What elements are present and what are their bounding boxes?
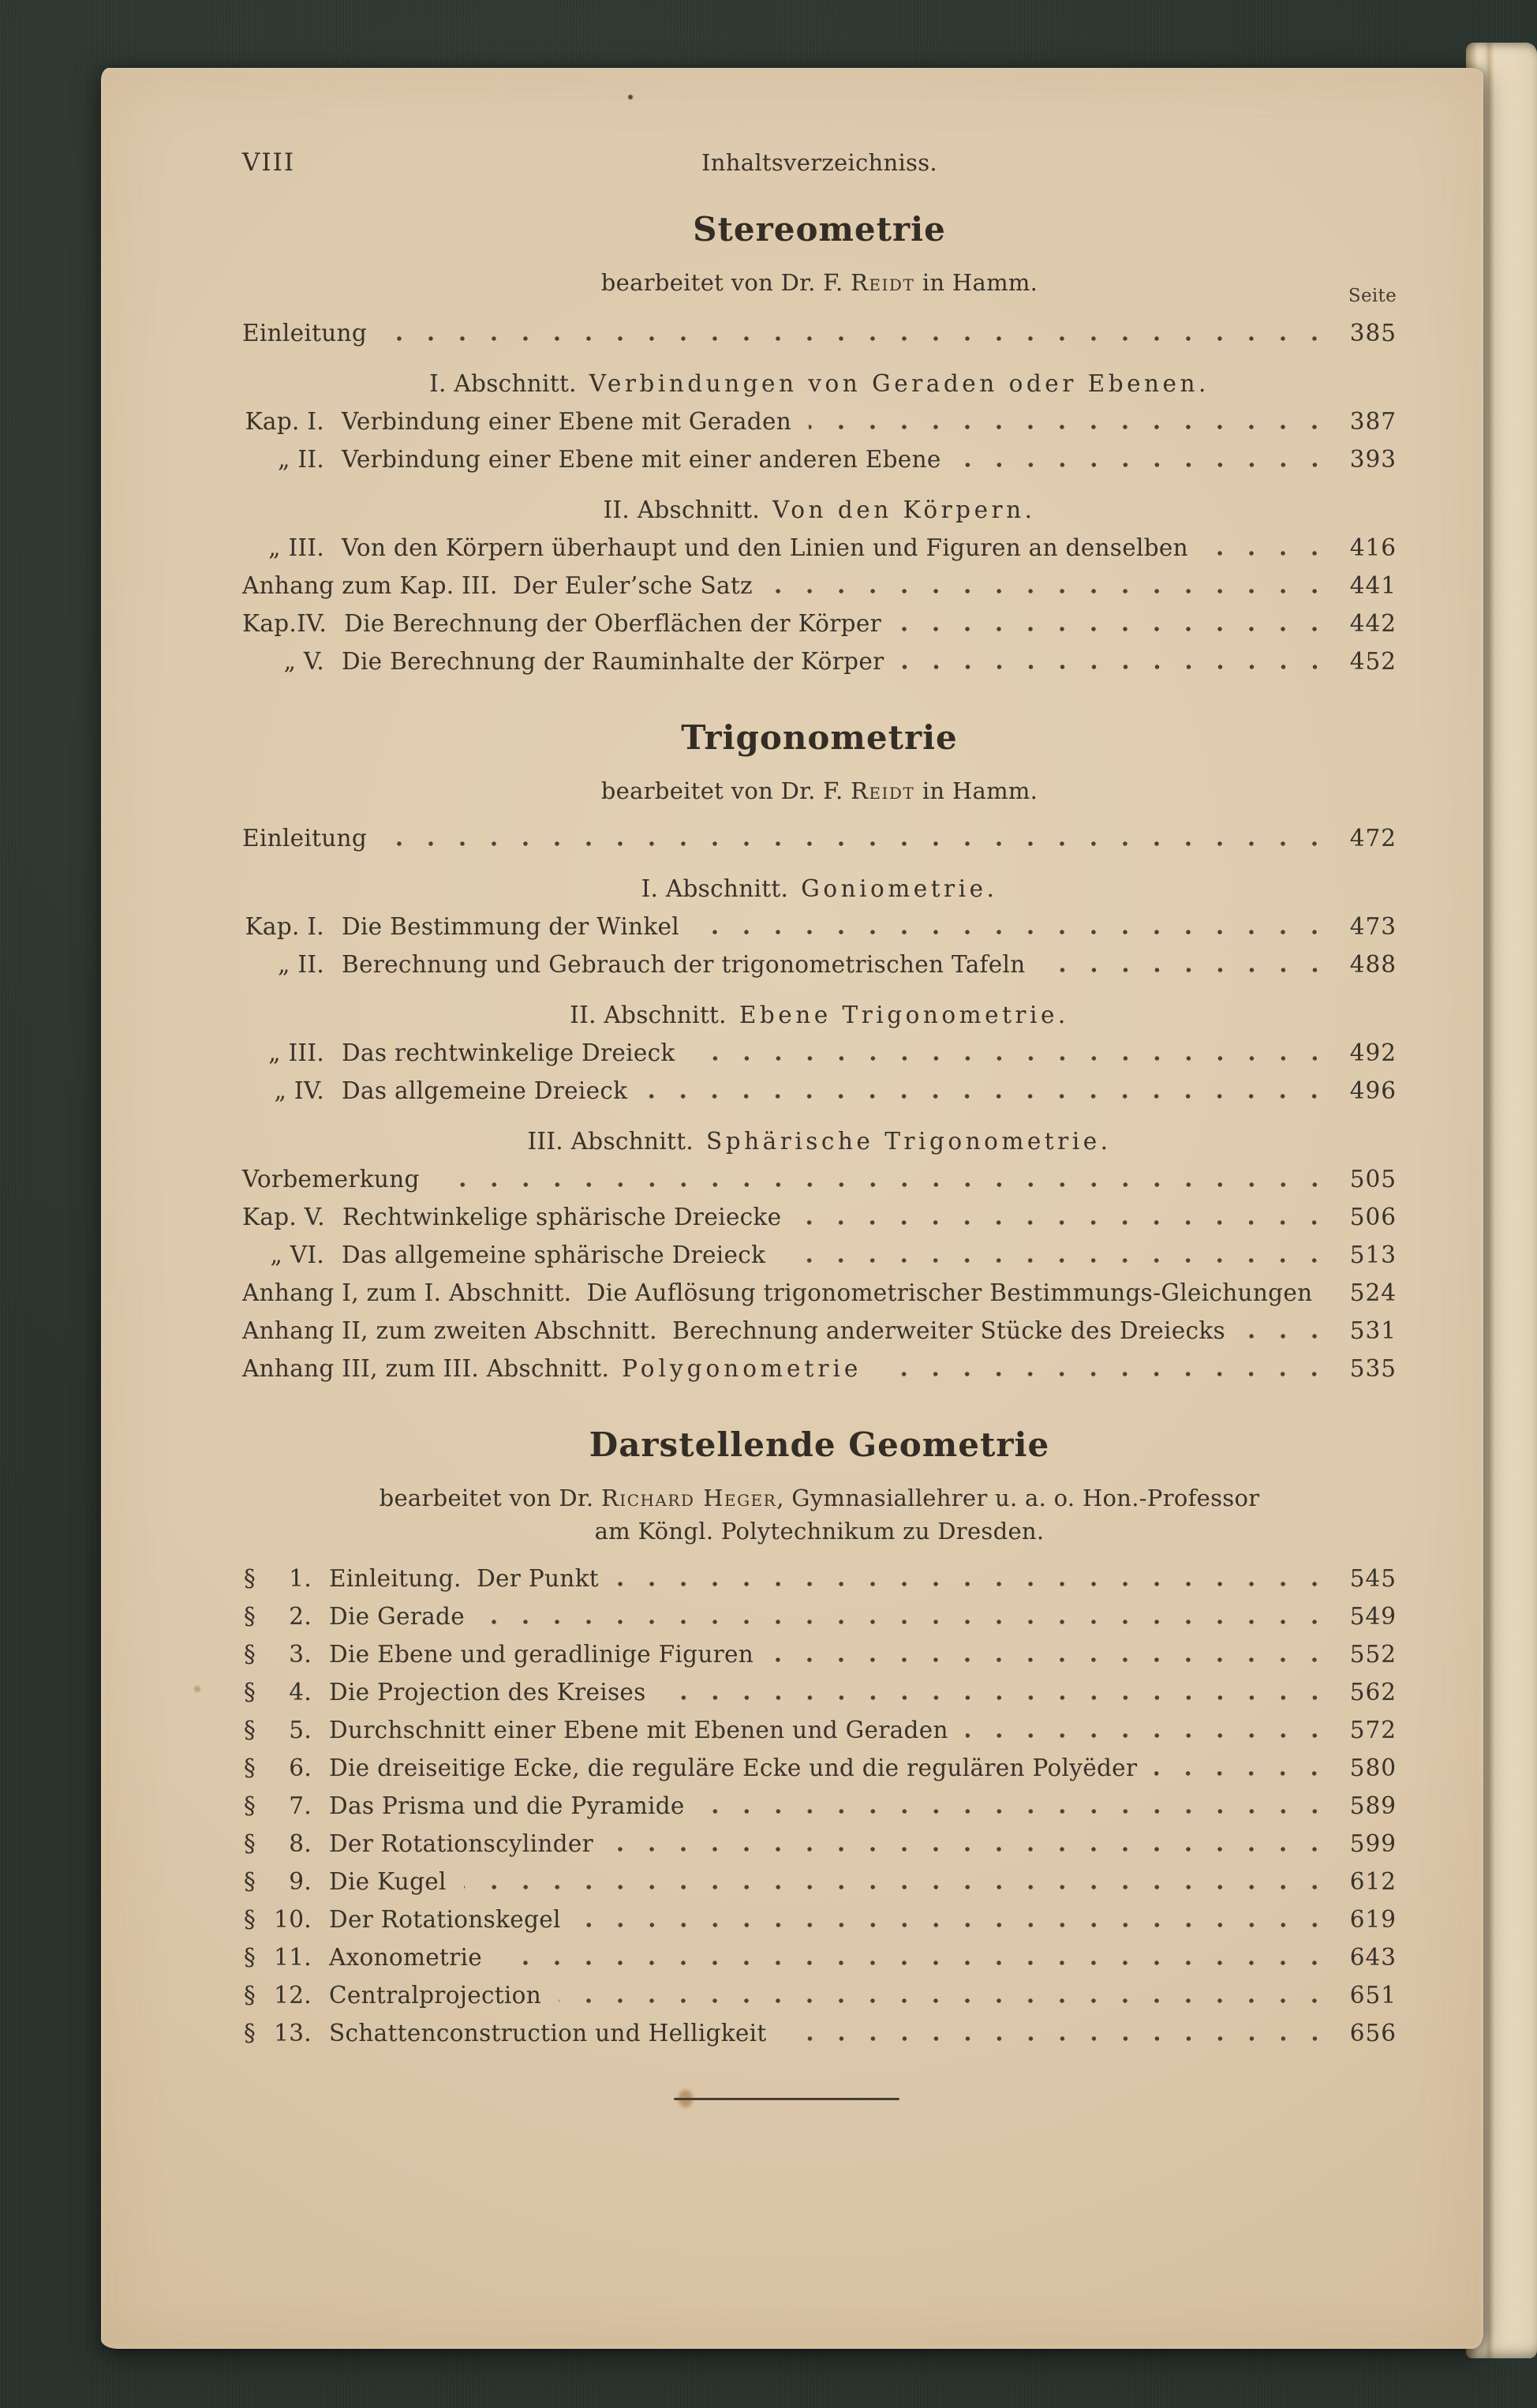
paragraph-mark: §	[244, 1641, 256, 1668]
running-title: Inhaltsverzeichniss.	[701, 149, 937, 176]
entry-page-number: 612	[1349, 1868, 1397, 1895]
toc-entry	[242, 1863, 1397, 1901]
section-subheading	[242, 1122, 1397, 1160]
footer-rule	[674, 2098, 899, 2100]
entry-page-number: 393	[1349, 446, 1397, 473]
entry-title: Die Bestimmung der Winkel	[342, 913, 680, 940]
entry-title: Die Kugel	[329, 1868, 447, 1895]
toc-entry	[242, 1938, 1397, 1976]
entry-number-value: 10.	[274, 1906, 312, 1933]
entry-page-number: 442	[1349, 610, 1397, 637]
dot-leader	[1154, 1768, 1330, 1779]
entry-page-number: 492	[1349, 1039, 1397, 1066]
dot-leader	[611, 1844, 1330, 1855]
entry-title: Verbindung einer Ebene mit einer anderen Ebene	[342, 446, 941, 473]
entry-title: Berechnung und Gebrauch der trigonometrischen Tafeln	[342, 951, 1026, 978]
toc-entry	[242, 819, 1397, 857]
entry-page-number: 656	[1349, 2020, 1397, 2047]
toc-entry	[242, 908, 1397, 946]
paragraph-mark: §	[244, 2020, 256, 2047]
entry-page-number: 589	[1349, 1792, 1397, 1819]
entry-title: Das rechtwinkelige Dreieck	[342, 1039, 675, 1066]
byline-text: bearbeitet von Dr. F.	[600, 777, 851, 804]
entry-page-number: 385	[1349, 320, 1397, 346]
entry-title: Einleitung. Der Punkt	[329, 1565, 599, 1592]
byline-text: Reidt	[851, 777, 915, 804]
byline-text: Richard Heger	[600, 1485, 777, 1511]
byline-text: in Hamm.	[914, 269, 1038, 296]
entry-title: Von den Körpern überhaupt und den Linien und Figuren an denselben	[342, 534, 1188, 561]
toc-entry	[242, 1160, 1397, 1198]
entry-number	[242, 1938, 312, 1976]
entry-title: Anhang II, zum zweiten Abschnitt. Berechnung anderweiter Stücke des Dreiecks	[242, 1317, 1225, 1344]
subheading-prefix: I. Abschnitt.	[641, 875, 789, 902]
dot-leader	[499, 1957, 1330, 1968]
entry-number	[242, 2014, 312, 2052]
folio-number: VIII	[242, 148, 296, 177]
paragraph-mark: §	[244, 1717, 256, 1743]
subheading-prefix: III. Abschnitt.	[527, 1128, 694, 1155]
byline-text: bearbeitet von Dr.	[379, 1485, 601, 1511]
dot-leader	[809, 421, 1330, 433]
toc-entry	[242, 1198, 1397, 1236]
toc-entry	[242, 1597, 1397, 1635]
toc-entry	[242, 1274, 1397, 1312]
dot-leader	[798, 1217, 1330, 1228]
entry-page-number: 513	[1349, 1241, 1397, 1268]
entry-number	[242, 1560, 312, 1597]
entry-title: Die Berechnung der Oberflächen der Körper	[344, 610, 881, 637]
section-title: Darstellende Geometrie	[589, 1425, 1050, 1464]
toc-entry	[242, 403, 1397, 440]
entry-number-value: 5.	[289, 1717, 312, 1743]
toc-entry	[242, 1350, 1397, 1388]
page-content	[101, 68, 1483, 2100]
subheading-topic: Von den Körpern.	[772, 496, 1036, 523]
byline-text: bearbeitet von Dr. F.	[600, 269, 851, 296]
toc-entry	[242, 440, 1397, 478]
entry-page-number: 572	[1349, 1717, 1397, 1743]
byline-text: am Köngl. Polytechnikum zu Dresden.	[594, 1518, 1045, 1545]
toc-entry	[242, 1236, 1397, 1274]
entry-number: „ II.	[278, 446, 324, 473]
entry-page-number: 452	[1349, 648, 1397, 675]
dot-leader	[1329, 1293, 1330, 1304]
section-subheading	[242, 491, 1397, 529]
section-title: Stereometrie	[693, 210, 946, 249]
entry-page-number: 643	[1349, 1944, 1397, 1971]
toc-entry	[242, 2014, 1397, 2052]
dot-leader	[1206, 548, 1330, 559]
entry-number: „ IV.	[274, 1077, 324, 1104]
entry-number-value: 2.	[289, 1603, 312, 1630]
section-byline	[242, 1515, 1397, 1547]
entry-number	[242, 1635, 312, 1673]
entry-number-value: 1.	[289, 1565, 312, 1592]
entry-title: Verbindung einer Ebene mit Geraden	[342, 408, 792, 435]
toc-entry	[242, 1560, 1397, 1597]
entry-title: Einleitung	[242, 825, 368, 852]
entry-number	[242, 1749, 312, 1787]
entry-page-number: 619	[1349, 1906, 1397, 1933]
entry-title: Rechtwinkelige sphärische Dreiecke	[342, 1204, 782, 1230]
entry-page-number: 599	[1349, 1830, 1397, 1857]
toc-section	[242, 1424, 1397, 2052]
toc-entry	[242, 605, 1397, 642]
dot-leader	[1043, 964, 1330, 976]
toc-entry	[242, 1825, 1397, 1863]
toc-entry	[242, 567, 1397, 605]
entry-number	[242, 1863, 312, 1901]
paragraph-mark: §	[244, 1792, 256, 1819]
toc-entry	[242, 946, 1397, 983]
dot-leader	[559, 1995, 1330, 2006]
entry-number: Kap. I.	[245, 913, 324, 940]
entry-title: Vorbemerkung	[242, 1166, 420, 1193]
paragraph-mark: §	[244, 1868, 256, 1895]
entry-page-number: 524	[1349, 1279, 1397, 1306]
entry-number	[242, 1901, 312, 1938]
toc-sections	[242, 208, 1397, 2052]
entry-number: „ III.	[268, 534, 324, 561]
section-byline	[242, 775, 1397, 807]
subheading-topic: Ebene Trigonometrie.	[739, 1002, 1069, 1028]
dot-leader	[693, 1053, 1330, 1064]
dot-leader	[899, 624, 1330, 635]
entry-page-number: 580	[1349, 1755, 1397, 1781]
section-subheading	[242, 996, 1397, 1034]
subheading-prefix: I. Abschnitt.	[429, 370, 577, 397]
paragraph-mark: §	[244, 1603, 256, 1630]
toc-entry	[242, 314, 1397, 352]
subheading-topic: Goniometrie.	[801, 875, 998, 902]
entry-page-number: 416	[1349, 534, 1397, 561]
entry-page-number: 562	[1349, 1679, 1397, 1706]
entry-number	[242, 1673, 312, 1711]
dot-leader	[578, 1919, 1330, 1931]
entry-number: Kap. I.	[245, 408, 324, 435]
dot-leader	[616, 1578, 1330, 1590]
paragraph-mark: §	[244, 1944, 256, 1971]
entry-title: Anhang zum Kap. III. Der Euler’sche Satz	[242, 572, 753, 599]
entry-title: Einleitung	[242, 320, 368, 346]
subheading-topic: Sphärische Trigonometrie.	[706, 1128, 1112, 1155]
entry-number-value: 7.	[289, 1792, 312, 1819]
entry-page-number: 441	[1349, 572, 1397, 599]
subheading-topic: Verbindungen von Geraden oder Ebenen.	[589, 370, 1210, 397]
entry-title: Die Projection des Kreises	[329, 1679, 646, 1706]
toc-entry	[242, 1976, 1397, 2014]
entry-number: „ III.	[268, 1039, 324, 1066]
dot-leader	[771, 1654, 1330, 1665]
entry-title-spaced: Polygonometrie	[622, 1355, 862, 1382]
toc-entry	[242, 1787, 1397, 1825]
entry-number: Kap. V.	[242, 1204, 325, 1230]
entry-number	[242, 1976, 312, 2014]
paragraph-mark: §	[244, 1982, 256, 2009]
entry-page-number: 651	[1349, 1982, 1397, 2009]
entry-title: Das allgemeine sphärische Dreieck	[342, 1241, 766, 1268]
byline-text: in Hamm.	[914, 777, 1038, 804]
toc-section	[242, 208, 1397, 680]
entry-page-number: 505	[1349, 1166, 1397, 1193]
toc-section	[242, 717, 1397, 1388]
entry-number	[242, 1825, 312, 1863]
entry-title: Durchschnitt einer Ebene mit Ebenen und Geraden	[329, 1717, 948, 1743]
entry-page-number: 387	[1349, 408, 1397, 435]
entry-page-number: 472	[1349, 825, 1397, 852]
entry-number	[242, 1711, 312, 1749]
dot-leader	[384, 838, 1330, 849]
entry-title: Die Berechnung der Rauminhalte der Körper	[342, 648, 884, 675]
entry-number-value: 8.	[289, 1830, 312, 1857]
entry-page-number: 531	[1349, 1317, 1397, 1344]
subheading-prefix: II. Abschnitt.	[570, 1002, 727, 1028]
byline-text: Reidt	[851, 269, 915, 296]
dot-leader	[959, 459, 1330, 470]
entry-page-number: 552	[1349, 1641, 1397, 1668]
entry-number-value: 6.	[289, 1755, 312, 1781]
paragraph-mark: §	[244, 1830, 256, 1857]
page-header	[242, 147, 1397, 178]
entry-number: „ VI.	[270, 1241, 324, 1268]
entry-number-value: 11.	[274, 1944, 312, 1971]
paragraph-mark: §	[244, 1565, 256, 1592]
entry-title: Der Rotationskegel	[329, 1906, 561, 1933]
toc-entry	[242, 642, 1397, 680]
subheading-prefix: II. Abschnitt.	[603, 496, 761, 523]
entry-title: Der Rotationscylinder	[329, 1830, 593, 1857]
dot-leader	[783, 1255, 1330, 1266]
dot-leader	[902, 661, 1331, 672]
dot-leader	[966, 1730, 1330, 1741]
paragraph-mark: §	[244, 1906, 256, 1933]
book-page	[101, 68, 1483, 2349]
entry-page-number: 506	[1349, 1204, 1397, 1230]
dot-leader	[1243, 1331, 1330, 1342]
dot-leader	[784, 2033, 1330, 2044]
entry-title: Anhang I, zum I. Abschnitt. Die Auflösung trigonometrischer Bestimmungs-Gleichungen	[242, 1279, 1313, 1306]
entry-title: Die dreiseitige Ecke, die reguläre Ecke und die regulären Polyëder	[329, 1755, 1138, 1781]
paragraph-mark: §	[244, 1755, 256, 1781]
section-subheading	[242, 365, 1397, 403]
dot-leader	[464, 1882, 1330, 1893]
section-title: Trigonometrie	[681, 718, 958, 757]
toc-entry	[242, 1673, 1397, 1711]
dot-leader	[482, 1616, 1330, 1627]
entry-number: „ II.	[278, 951, 324, 978]
byline-text: , Gymnasiallehrer u. a. o. Hon.-Professor	[776, 1485, 1260, 1511]
toc-entry	[242, 1034, 1397, 1072]
page-column-label: Seite	[1348, 286, 1397, 306]
entry-title: Die Ebene und geradlinige Figuren	[329, 1641, 754, 1668]
section-subheading	[242, 870, 1397, 908]
entry-number: Kap.IV.	[242, 610, 327, 637]
toc-entry	[242, 1312, 1397, 1350]
entry-number: „ V.	[283, 648, 324, 675]
dot-leader	[664, 1692, 1330, 1703]
toc-entry	[242, 1711, 1397, 1749]
dot-leader	[384, 333, 1330, 344]
entry-number-value: 13.	[274, 2020, 312, 2047]
dot-leader	[879, 1369, 1330, 1380]
entry-title: Anhang III, zum III. Abschnitt. Polygonometrie	[242, 1355, 862, 1382]
entry-title: Die Gerade	[329, 1603, 465, 1630]
entry-page-number: 488	[1349, 951, 1397, 978]
dot-leader	[702, 1806, 1330, 1817]
section-byline	[242, 1482, 1397, 1514]
entry-title: Centralprojection	[329, 1982, 542, 2009]
entry-page-number: 535	[1349, 1355, 1397, 1382]
dot-leader	[437, 1179, 1330, 1190]
entry-number	[242, 1787, 312, 1825]
dot-leader	[770, 586, 1330, 597]
entry-page-number: 496	[1349, 1077, 1397, 1104]
dot-leader	[697, 927, 1330, 938]
toc-entry	[242, 1901, 1397, 1938]
entry-title: Schattenconstruction und Helligkeit	[329, 2020, 767, 2047]
toc-entry	[242, 1072, 1397, 1110]
entry-title: Axonometrie	[329, 1944, 483, 1971]
entry-title: Das allgemeine Dreieck	[342, 1077, 628, 1104]
toc-entry	[242, 1635, 1397, 1673]
toc-entry	[242, 529, 1397, 567]
entry-page-number: 549	[1349, 1603, 1397, 1630]
toc-entry	[242, 1749, 1397, 1787]
entry-number-value: 3.	[289, 1641, 312, 1668]
entry-number-value: 9.	[289, 1868, 312, 1895]
entry-title: Das Prisma und die Pyramide	[329, 1792, 685, 1819]
entry-page-number: 473	[1349, 913, 1397, 940]
entry-number	[242, 1597, 312, 1635]
paragraph-mark: §	[244, 1679, 256, 1706]
entry-number-value: 4.	[289, 1679, 312, 1706]
entry-number-value: 12.	[274, 1982, 312, 2009]
entry-page-number: 545	[1349, 1565, 1397, 1592]
dot-leader	[645, 1091, 1330, 1102]
